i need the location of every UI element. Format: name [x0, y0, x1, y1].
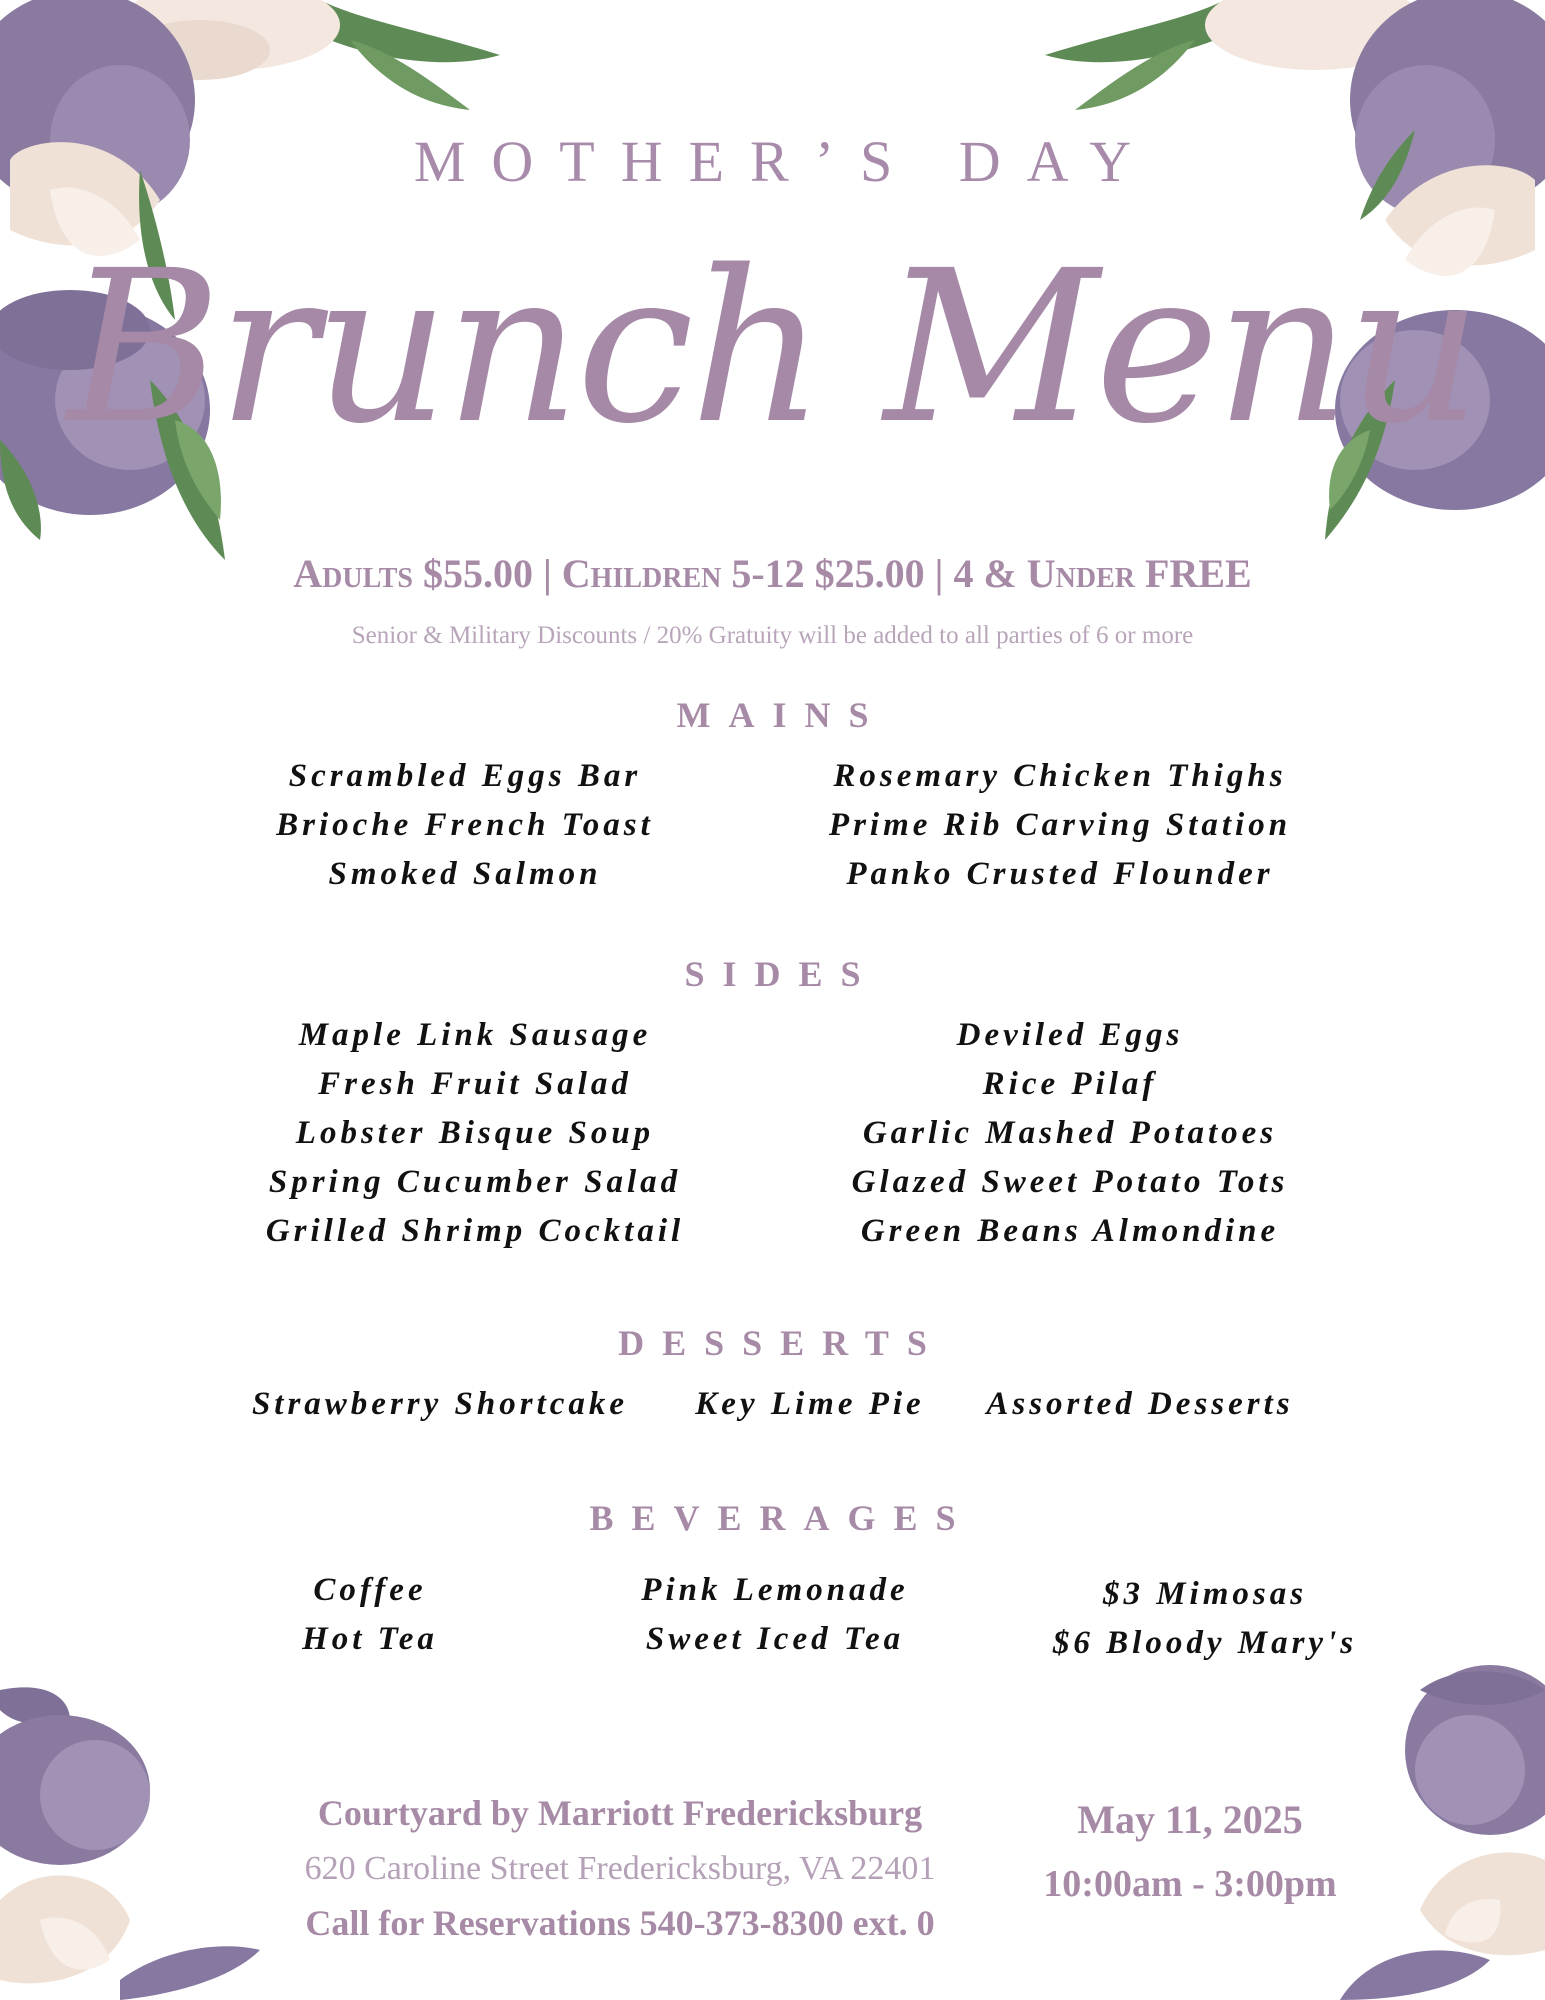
menu-item: Prime Rib Carving Station [828, 807, 1292, 843]
venue-name: Courtyard by Marriott Fredericksburg [317, 1793, 923, 1833]
venue-address: 620 Caroline Street Fredericksburg, VA 22401 [304, 1850, 936, 1887]
beverages-column-3 [1020, 1570, 1390, 1668]
title-brunch-menu: Brunch Menu [67, 225, 1478, 470]
beverages-column-1 [240, 1566, 500, 1664]
beverage-item: Coffee [313, 1572, 427, 1608]
beverage-item: $6 Bloody Mary's [1052, 1625, 1358, 1661]
menu-item: Smoked Salmon [328, 856, 602, 892]
menu-item: Maple Link Sausage [298, 1017, 652, 1053]
title-mothers-day: MOTHER’S DAY [413, 129, 1158, 194]
menu-item: Brioche French Toast [276, 807, 654, 843]
mains-right-column [800, 752, 1320, 899]
dessert-item-1: Strawberry Shortcake [251, 1386, 629, 1422]
menu-item: Panko Crusted Flounder [846, 856, 1274, 892]
mains-left-column [230, 752, 700, 899]
pricing-line: Adults $55.00 | Children 5-12 $25.00 | 4 & Under FREE [293, 551, 1252, 596]
beverage-item: Pink Lemonade [641, 1572, 909, 1608]
beverages-column-2 [600, 1566, 950, 1664]
beverage-item: $3 Mimosas [1102, 1576, 1308, 1612]
sides-right-column [810, 1011, 1330, 1256]
menu-item: Deviled Eggs [956, 1017, 1184, 1053]
menu-item: Grilled Shrimp Cocktail [265, 1213, 685, 1249]
menu-item: Rice Pilaf [982, 1066, 1158, 1102]
menu-item: Rosemary Chicken Thighs [833, 758, 1287, 794]
event-date: May 11, 2025 [1077, 1797, 1303, 1842]
menu-item: Green Beans Almondine [860, 1213, 1280, 1249]
beverage-item: Sweet Iced Tea [645, 1621, 905, 1657]
floral-bottom-left-decoration [0, 1680, 280, 2000]
discount-note: Senior & Military Discounts / 20% Gratuity will be added to all parties of 6 or more [351, 622, 1194, 649]
menu-item: Spring Cucumber Salad [268, 1164, 682, 1200]
beverage-item: Hot Tea [302, 1621, 438, 1657]
event-hours: 10:00am - 3:00pm [1043, 1863, 1337, 1905]
sides-heading: SIDES [684, 954, 879, 994]
menu-item: Scrambled Eggs Bar [288, 758, 642, 794]
dessert-item-2: Key Lime Pie [695, 1386, 925, 1422]
desserts-heading: DESSERTS [618, 1323, 945, 1363]
menu-item: Lobster Bisque Soup [295, 1115, 655, 1151]
menu-item: Fresh Fruit Salad [318, 1066, 632, 1102]
mains-heading: MAINS [676, 695, 887, 735]
menu-item: Garlic Mashed Potatoes [862, 1115, 1278, 1151]
reservation-phone: Call for Reservations 540-373-8300 ext. 0 [305, 1903, 935, 1943]
sides-left-column [230, 1011, 720, 1256]
beverages-heading: BEVERAGES [589, 1498, 974, 1538]
dessert-item-3: Assorted Desserts [986, 1386, 1294, 1422]
menu-item: Glazed Sweet Potato Tots [851, 1164, 1289, 1200]
